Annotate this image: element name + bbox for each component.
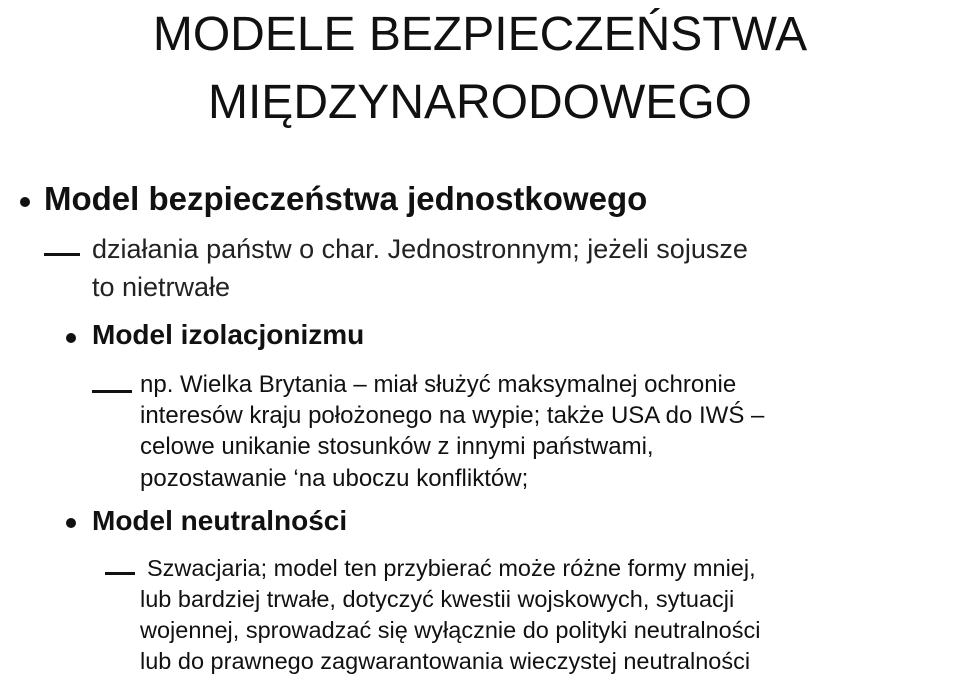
section-text-line: lub do prawnego zagwarantowania wieczystej neutralności: [140, 648, 751, 674]
section-text-line: lub bardziej trwałe, dotyczyć kwestii wojskowych, sytuacji: [140, 586, 735, 612]
section-text-line: np. Wielka Brytania – miał służyć maksymalnej ochronie: [140, 371, 737, 398]
bullet-dot: [66, 518, 76, 528]
slide-title-line-2: MIĘDZYNARODOWEGO: [207, 76, 752, 129]
section-heading-single-security: Model bezpieczeństwa jednostkowego: [44, 180, 648, 217]
slide-title-line-1: MODELE BEZPIECZEŃSTWA: [152, 8, 808, 61]
dash-marker: [105, 572, 135, 575]
section-heading-isolationism: Model izolacjonizmu: [92, 319, 365, 350]
section-text-line: to nietrwałe: [92, 272, 231, 302]
dash-marker: [92, 390, 132, 393]
section-text-line: interesów kraju położonego na wypie; także USA do IWŚ –: [140, 402, 765, 429]
bullet-dot: [20, 197, 30, 207]
section-text-line: pozostawanie ‘na uboczu konfliktów;: [140, 465, 529, 492]
section-text-line: wojennej, sprowadzać się wyłącznie do polityki neutralności: [140, 617, 761, 643]
bullet-dot: [66, 333, 76, 343]
dash-marker: [44, 253, 80, 256]
section-text-line: Szwacjaria; model ten przybierać może różne formy mniej,: [147, 555, 756, 581]
section-heading-neutrality: Model neutralności: [92, 505, 348, 536]
section-text-line: działania państw o char. Jednostronnym; jeżeli sojusze: [92, 234, 748, 264]
section-text-line: celowe unikanie stosunków z innymi państwami,: [140, 433, 654, 460]
